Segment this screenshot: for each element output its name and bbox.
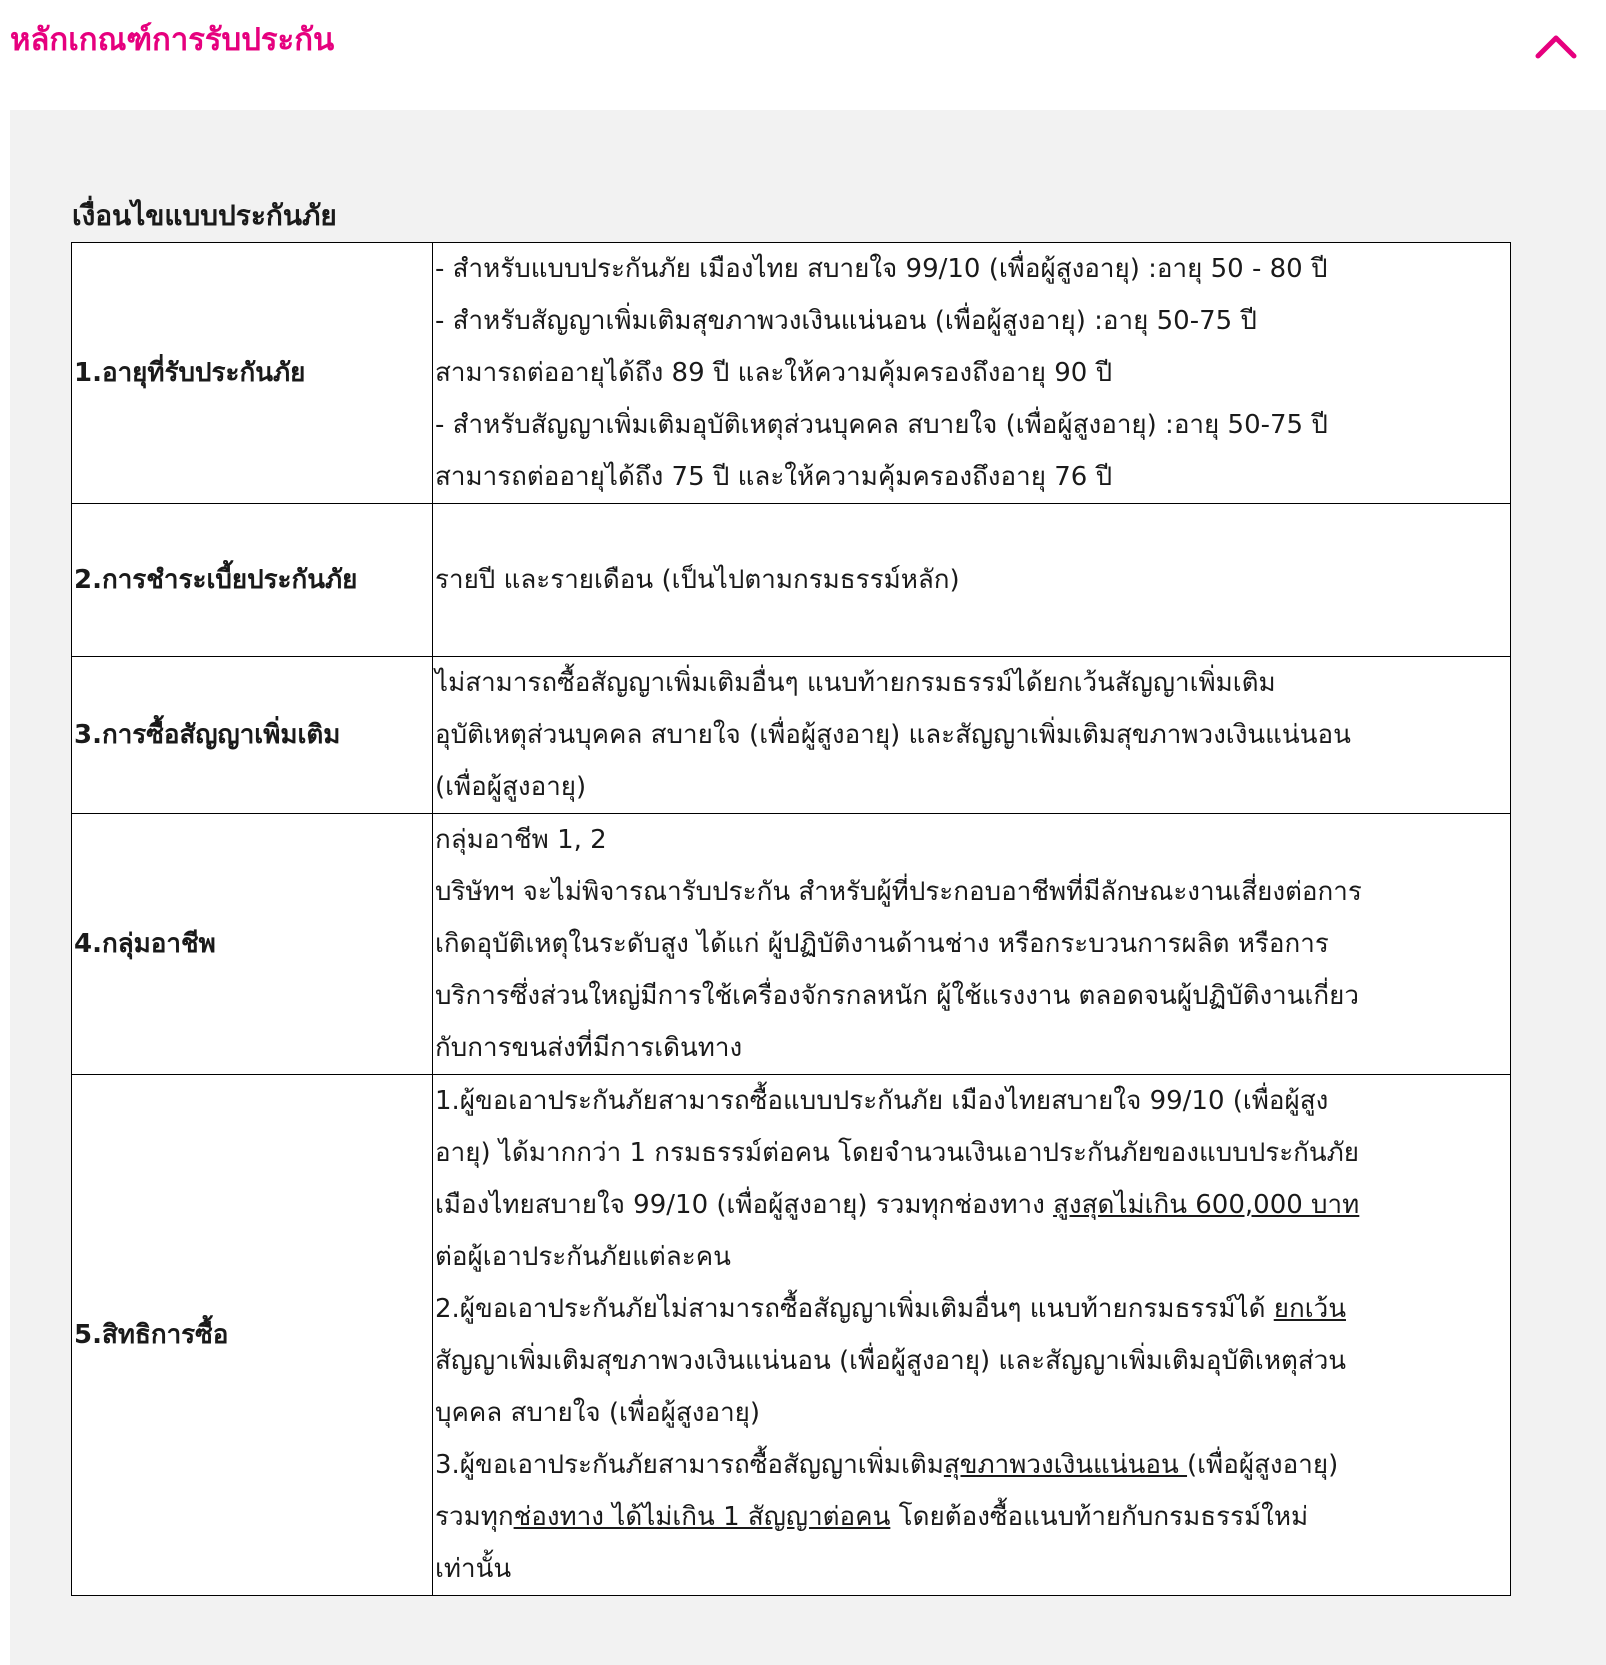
- row-label-riders: 3.การซื้อสัญญาเพิ่มเติม: [72, 657, 433, 814]
- row-value-purchase-rights: [433, 1075, 1511, 1596]
- accordion-title[interactable]: หลักเกณฑ์การรับประกัน: [10, 22, 335, 58]
- text-line: เกิดอุบัติเหตุในระดับสูง ได้แก่ ผู้ปฏิบัติงานด้านช่าง หรือกระบวนการผลิต หรือการ: [435, 929, 1329, 959]
- text-segment: (เพื่อผู้สูงอายุ): [1187, 1450, 1339, 1480]
- text-line: - สำหรับสัญญาเพิ่มเติมอุบัติเหตุส่วนบุคคล สบายใจ (เพื่อผู้สูงอายุ) :อายุ 50-75 ปี: [435, 410, 1328, 440]
- text-line: 1.ผู้ขอเอาประกันภัยสามารถซื้อแบบประกันภัย เมืองไทยสบายใจ 99/10 (เพื่อผู้สูง: [435, 1086, 1329, 1116]
- text-line: กับการขนส่งที่มีการเดินทาง: [435, 1033, 743, 1063]
- collapse-button[interactable]: [1526, 22, 1586, 70]
- text-line: กลุ่มอาชีพ 1, 2: [435, 825, 607, 855]
- text-segment: เมืองไทยสบายใจ 99/10 (เพื่อผู้สูงอายุ) รวมทุกช่องทาง: [435, 1190, 1054, 1220]
- text-line: [435, 1179, 1508, 1231]
- chevron-up-icon: [1526, 22, 1586, 70]
- row-value-riders: [433, 657, 1511, 814]
- underlined-rider: สุขภาพวงเงินแน่นอน: [943, 1450, 1188, 1480]
- row-value-premium: [433, 504, 1511, 657]
- text-segment: โดยต้องซื้อแนบท้ายกับกรมธรรม์ใหม่: [890, 1502, 1309, 1532]
- text-line: เท่านั้น: [435, 1554, 512, 1584]
- text-line: [435, 1283, 1508, 1335]
- underlined-exception: ยกเว้น: [1273, 1294, 1346, 1324]
- table-row: [72, 814, 1511, 1075]
- row-label-age: 1.อายุที่รับประกันภัย: [72, 243, 433, 504]
- row-label-purchase-rights: 5.สิทธิการซื้อ: [72, 1075, 433, 1596]
- row-label-occupation: 4.กลุ่มอาชีพ: [72, 814, 433, 1075]
- section-heading: เงื่อนไขแบบประกันภัย: [72, 199, 337, 232]
- text-segment: รวมทุก: [435, 1502, 514, 1532]
- text-line: สัญญาเพิ่มเติมสุขภาพวงเงินแน่นอน (เพื่อผู้สูงอายุ) และสัญญาเพิ่มเติมอุบัติเหตุส่วน: [435, 1346, 1347, 1376]
- text-segment: 2.ผู้ขอเอาประกันภัยไม่สามารถซื้อสัญญาเพิ่มเติมอื่นๆ แนบท้ายกรมธรรม์ได้: [435, 1294, 1274, 1324]
- text-line: สามารถต่ออายุได้ถึง 89 ปี และให้ความคุ้มครองถึงอายุ 90 ปี: [435, 358, 1113, 388]
- text-line: อายุ) ได้มากกว่า 1 กรมธรรม์ต่อคน โดยจำนวนเงินเอาประกันภัยของแบบประกันภัย: [435, 1138, 1360, 1168]
- table-row: [72, 1075, 1511, 1596]
- text-line: ต่อผู้เอาประกันภัยแต่ละคน: [435, 1242, 731, 1272]
- text-line: [435, 1491, 1508, 1543]
- text-line: รายปี และรายเดือน (เป็นไปตามกรมธรรม์หลัก): [435, 565, 960, 595]
- underlined-limit: สูงสุดไม่เกิน 600,000 บาท: [1053, 1190, 1360, 1220]
- text-line: - สำหรับแบบประกันภัย เมืองไทย สบายใจ 99/10 (เพื่อผู้สูงอายุ) :อายุ 50 - 80 ปี: [435, 254, 1328, 284]
- conditions-table: [71, 242, 1511, 1596]
- text-line: - สำหรับสัญญาเพิ่มเติมสุขภาพวงเงินแน่นอน (เพื่อผู้สูงอายุ) :อายุ 50-75 ปี: [435, 306, 1257, 336]
- table-row: [72, 657, 1511, 814]
- underlined-channel-limit: ช่องทาง ได้ไม่เกิน 1 สัญญาต่อคน: [513, 1502, 891, 1532]
- accordion-header[interactable]: [0, 0, 1606, 110]
- text-line: อุบัติเหตุส่วนบุคคล สบายใจ (เพื่อผู้สูงอายุ) และสัญญาเพิ่มเติมสุขภาพวงเงินแน่นอน: [435, 720, 1351, 750]
- table-row: [72, 243, 1511, 504]
- text-line: (เพื่อผู้สูงอายุ): [435, 772, 587, 802]
- accordion-panel: [10, 110, 1606, 1665]
- text-line: สามารถต่ออายุได้ถึง 75 ปี และให้ความคุ้มครองถึงอายุ 76 ปี: [435, 462, 1113, 492]
- row-value-occupation: [433, 814, 1511, 1075]
- text-line: บริษัทฯ จะไม่พิจารณารับประกัน สำหรับผู้ที่ประกอบอาชีพที่มีลักษณะงานเสี่ยงต่อการ: [435, 877, 1362, 907]
- row-label-premium: 2.การชำระเบี้ยประกันภัย: [72, 504, 433, 657]
- text-line: [435, 1439, 1508, 1491]
- text-segment: 3.ผู้ขอเอาประกันภัยสามารถซื้อสัญญาเพิ่มเติม: [435, 1450, 944, 1480]
- row-value-age: [433, 243, 1511, 504]
- text-line: บริการซึ่งส่วนใหญ่มีการใช้เครื่องจักรกลหนัก ผู้ใช้แรงงาน ตลอดจนผู้ปฏิบัติงานเกี่ยว: [435, 981, 1359, 1011]
- text-line: บุคคล สบายใจ (เพื่อผู้สูงอายุ): [435, 1398, 761, 1428]
- text-line: ไม่สามารถซื้อสัญญาเพิ่มเติมอื่นๆ แนบท้ายกรมธรรม์ได้ยกเว้นสัญญาเพิ่มเติม: [435, 668, 1276, 698]
- table-row: [72, 504, 1511, 657]
